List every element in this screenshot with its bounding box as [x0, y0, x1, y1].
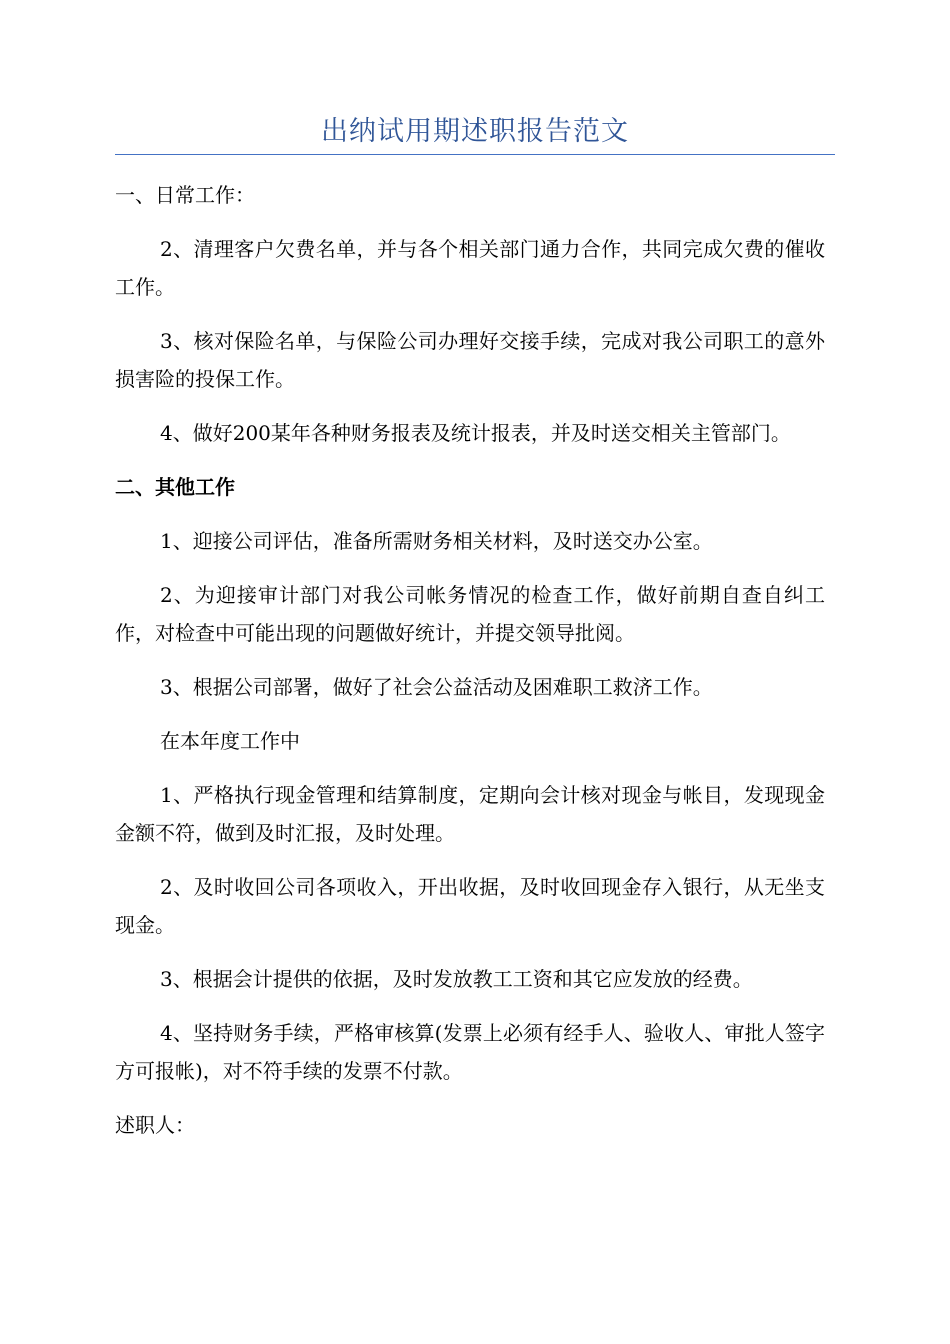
section2-item: 2、为迎接审计部门对我公司帐务情况的检查工作，做好前期自查自纠工作，对检查中可能出现的问题做好统计，并提交领导批阅。	[115, 583, 825, 645]
section3-item: 4、坚持财务手续，严格审核算(发票上必须有经手人、验收人、审批人签字方可报帐)，对不符手续的发票不付款。	[115, 1021, 825, 1083]
section1-heading: 一、日常工作：	[115, 183, 255, 207]
title-underline	[115, 154, 835, 155]
section3-item: 3、根据会计提供的依据，及时发放教工工资和其它应发放的经费。	[160, 967, 753, 991]
section1-item: 4、做好200某年各种财务报表及统计报表，并及时送交相关主管部门。	[160, 421, 791, 445]
section1-item: 3、核对保险名单，与保险公司办理好交接手续，完成对我公司职工的意外损害险的投保工作。	[115, 329, 825, 391]
section3-item: 2、及时收回公司各项收入，开出收据，及时收回现金存入银行，从无坐支现金。	[115, 875, 825, 937]
document-body	[115, 176, 825, 1160]
signature-label: 述职人：	[115, 1113, 195, 1137]
section3-item: 1、严格执行现金管理和结算制度，定期向会计核对现金与帐目，发现现金金额不符，做到及时汇报，及时处理。	[115, 783, 825, 845]
section2-item: 3、根据公司部署，做好了社会公益活动及困难职工救济工作。	[160, 675, 713, 699]
section2-heading: 二、其他工作	[115, 475, 235, 499]
section3-intro: 在本年度工作中	[160, 729, 300, 753]
section2-item: 1、迎接公司评估，准备所需财务相关材料，及时送交办公室。	[160, 529, 713, 553]
section1-item: 2、清理客户欠费名单，并与各个相关部门通力合作，共同完成欠费的催收工作。	[115, 237, 825, 299]
document-title: 出纳试用期述职报告范文	[321, 116, 629, 147]
